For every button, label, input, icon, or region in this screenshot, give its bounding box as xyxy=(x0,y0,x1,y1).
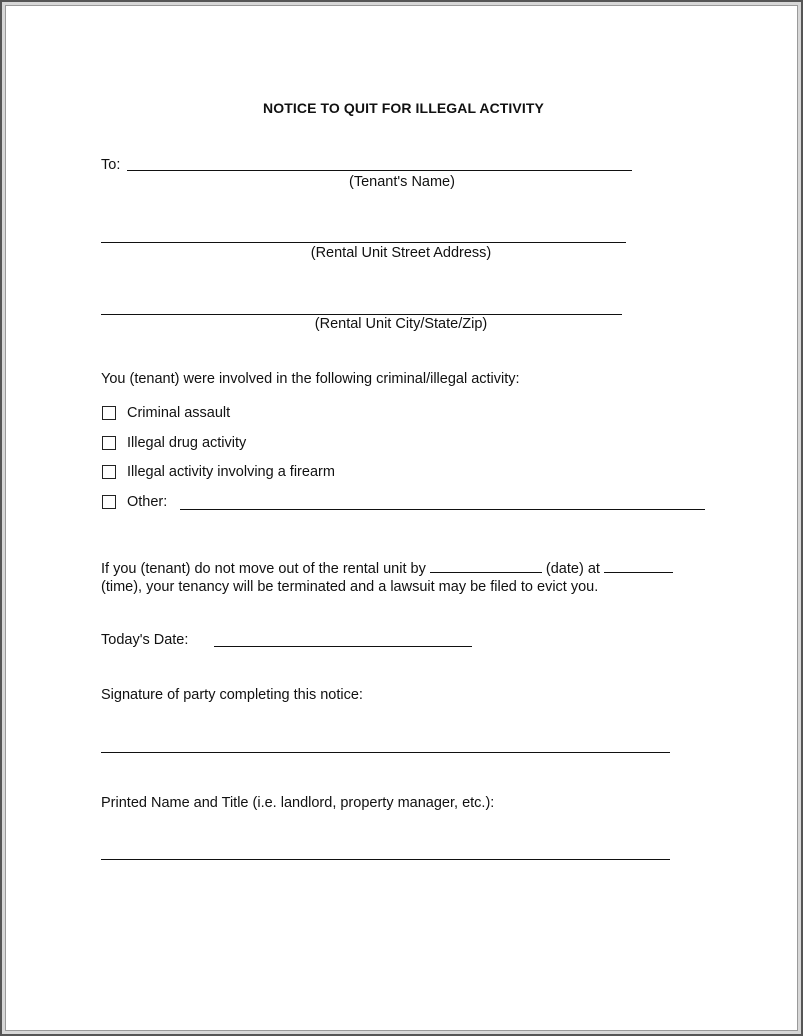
to-label: To: xyxy=(101,157,121,173)
street-address-field[interactable] xyxy=(101,242,626,243)
move-out-text-part1: If you (tenant) do not move out of the rental unit by xyxy=(101,561,426,577)
todays-date-field[interactable] xyxy=(214,646,472,647)
move-out-date-field[interactable] xyxy=(430,559,542,573)
other-activity-field[interactable] xyxy=(180,509,705,510)
tenant-name-caption: (Tenant's Name) xyxy=(349,174,455,190)
signature-label: Signature of party completing this notice: xyxy=(101,687,363,703)
other-activity-label: Other: xyxy=(127,494,168,510)
firearm-activity-checkbox[interactable] xyxy=(102,465,116,479)
firearm-activity-label: Illegal activity involving a firearm xyxy=(127,464,335,480)
city-state-zip-field[interactable] xyxy=(101,314,622,315)
printed-name-label: Printed Name and Title (i.e. landlord, property manager, etc.): xyxy=(101,795,495,811)
form-title: NOTICE TO QUIT FOR ILLEGAL ACTIVITY xyxy=(263,100,544,116)
move-out-text-part3: (time), your tenancy will be terminated and a lawsuit may be filed to evict you. xyxy=(101,579,599,595)
move-out-line-1 xyxy=(101,559,673,578)
activity-intro: You (tenant) were involved in the following criminal/illegal activity: xyxy=(101,371,520,387)
other-activity-checkbox[interactable] xyxy=(102,495,116,509)
illegal-drug-activity-label: Illegal drug activity xyxy=(127,435,247,451)
printed-name-field[interactable] xyxy=(101,859,670,860)
move-out-text-part2: (date) at xyxy=(545,561,600,577)
move-out-time-field[interactable] xyxy=(604,559,673,573)
street-address-caption: (Rental Unit Street Address) xyxy=(310,245,492,261)
signature-field[interactable] xyxy=(101,752,670,753)
city-state-zip-caption: (Rental Unit City/State/Zip) xyxy=(314,316,488,332)
tenant-name-field[interactable] xyxy=(127,170,632,171)
illegal-drug-activity-checkbox[interactable] xyxy=(102,436,116,450)
criminal-assault-label: Criminal assault xyxy=(127,405,231,421)
todays-date-label: Today's Date: xyxy=(101,632,189,648)
criminal-assault-checkbox[interactable] xyxy=(102,406,116,420)
